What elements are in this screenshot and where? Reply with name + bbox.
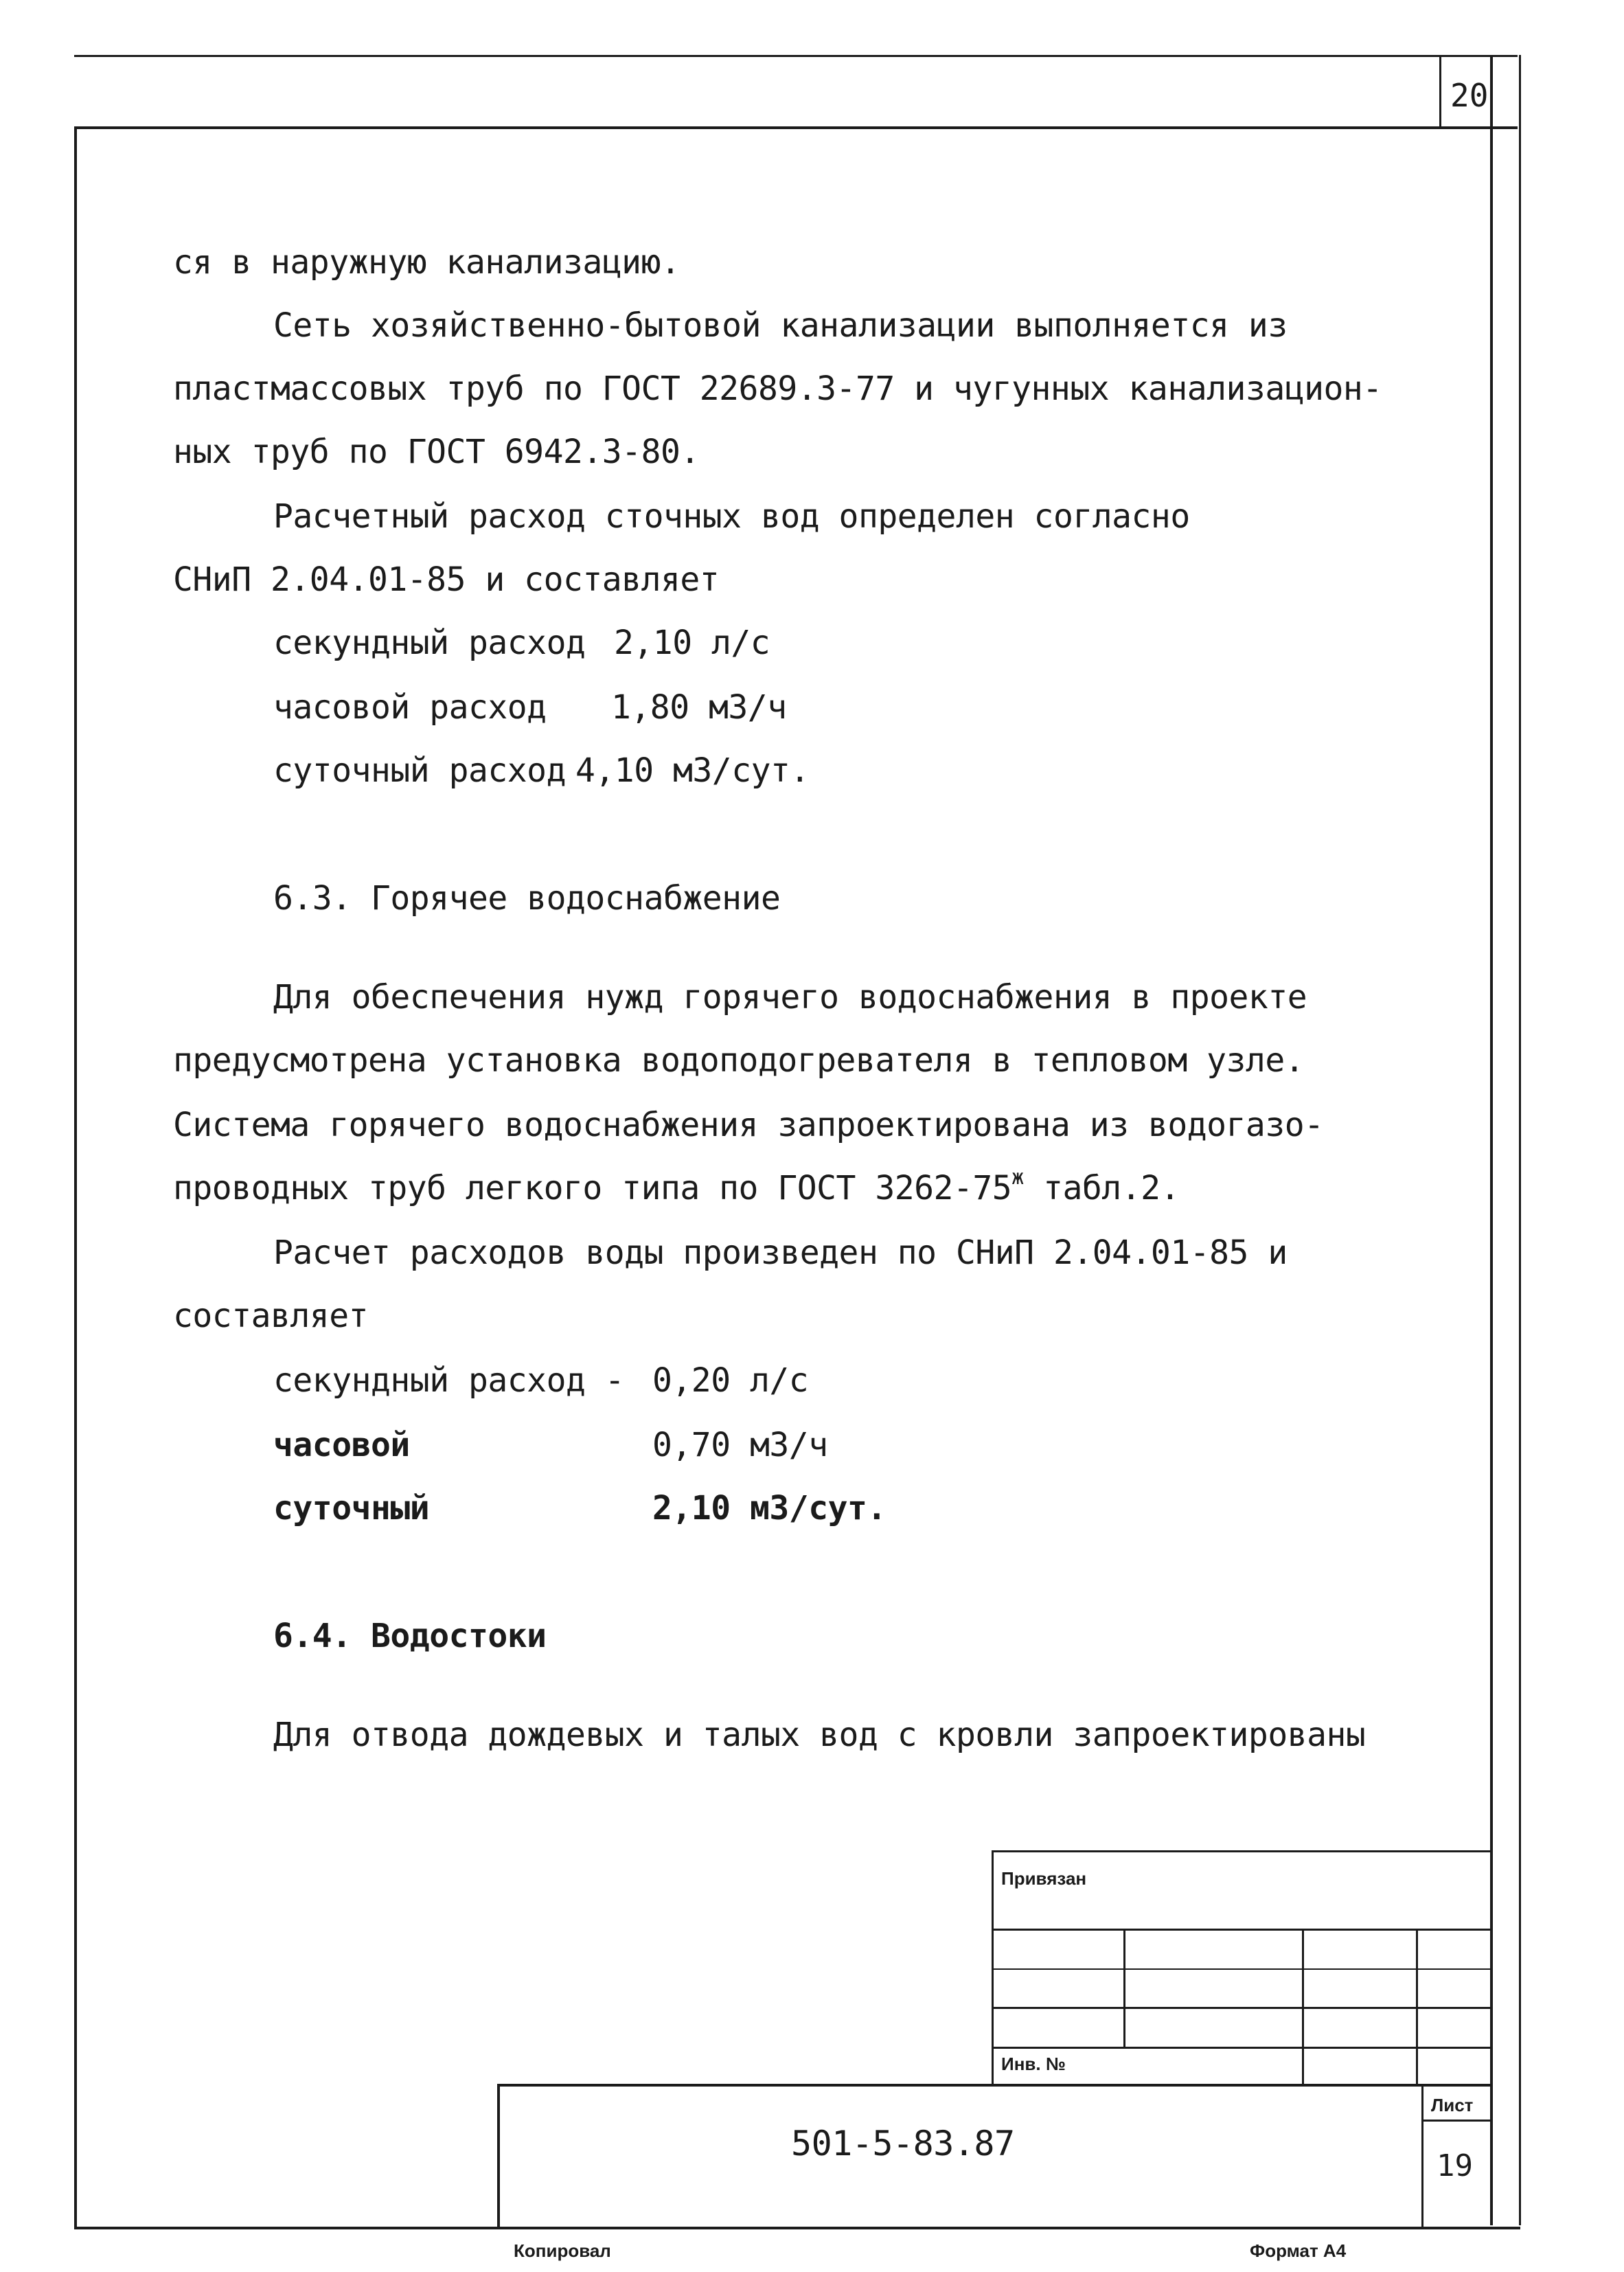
frame-inner-top xyxy=(74,126,1518,129)
paragraph-line: Система горячего водоснабжения запроектирована из водогазо- xyxy=(173,1106,1324,1144)
paragraph-line: предусмотрена установка водоподогревателя в тепловом узле. xyxy=(173,1041,1305,1080)
frame-right xyxy=(1490,55,1493,2225)
sheet-cell-divider xyxy=(1421,2120,1493,2122)
bound-label: Привязан xyxy=(1001,1868,1087,1889)
sheet-cell-left xyxy=(1421,2084,1423,2227)
paragraph-line: пластмассовых труб по ГОСТ 22689.3-77 и чугунных канализацион- xyxy=(173,370,1382,408)
paragraph-line: Для отвода дождевых и талых вод с кровли запроектированы xyxy=(273,1716,1366,1754)
paragraph-text: табл.2. xyxy=(1023,1169,1180,1207)
paragraph-text: проводных труб легкого типа по ГОСТ 3262-75 xyxy=(173,1169,1012,1207)
paragraph-line: Расчетный расход сточных вод определен согласно xyxy=(273,497,1190,536)
paragraph-line: ся в наружную канализацию. xyxy=(173,243,681,282)
frame-bottom xyxy=(74,2227,1520,2229)
sheet-label: Лист xyxy=(1431,2095,1474,2115)
copied-label: Копировал xyxy=(514,2240,611,2261)
frame-top-line xyxy=(74,55,1518,57)
sheet-number: 19 xyxy=(1437,2148,1473,2183)
page-number: 20 xyxy=(1450,77,1489,114)
rate-label: суточный xyxy=(273,1489,430,1527)
title-block-top xyxy=(497,2084,1493,2087)
stamp-col-1 xyxy=(1123,1929,1125,2047)
stamp-left xyxy=(992,1850,994,2084)
rate-value: 2,10 м3/сут. xyxy=(652,1489,887,1527)
rate-label: часовой расход xyxy=(273,688,547,727)
title-block-left xyxy=(497,2084,500,2227)
rate-label: суточный расход xyxy=(273,751,566,790)
paragraph-line: Сеть хозяйственно-бытовой канализации выполняется из xyxy=(273,306,1288,345)
rate-value: 4,10 м3/сут. xyxy=(575,751,810,790)
frame-left xyxy=(74,126,77,2229)
section-heading-6-3: 6.3. Горячее водоснабжение xyxy=(273,879,781,918)
frame-right-outer xyxy=(1519,55,1521,2225)
paragraph-line xyxy=(173,1166,1180,1207)
rate-value: 2,10 л/с xyxy=(614,624,770,662)
paragraph-line: составляет xyxy=(173,1297,368,1335)
stamp-col-2 xyxy=(1302,1929,1304,2084)
rate-label: часовой xyxy=(273,1426,410,1464)
rate-label: секундный расход xyxy=(273,624,586,662)
document-code: 501-5-83.87 xyxy=(791,2124,1015,2163)
stamp-col-3 xyxy=(1416,1929,1418,2084)
page-box-left xyxy=(1439,55,1441,126)
paragraph-line: Расчет расходов воды произведен по СНиП 2.04.01-85 и xyxy=(273,1234,1288,1272)
section-heading-6-4: 6.4. Водостоки xyxy=(273,1617,547,1655)
paragraph-line: ных труб по ГОСТ 6942.3-80. xyxy=(173,433,700,471)
rate-value: 0,70 м3/ч xyxy=(652,1426,828,1464)
paragraph-line: Для обеспечения нужд горячего водоснабжения в проекте xyxy=(273,978,1307,1016)
rate-label: секундный расход - xyxy=(273,1361,625,1400)
rate-value: 1,80 м3/ч xyxy=(611,688,787,727)
paragraph-line: СНиП 2.04.01-85 и составляет xyxy=(173,560,720,599)
format-label: Формат А4 xyxy=(1250,2240,1347,2261)
inv-label: Инв. № xyxy=(1001,2054,1066,2074)
stamp-top xyxy=(992,1850,1493,1852)
rate-value: 0,20 л/с xyxy=(652,1361,809,1400)
superscript-mark: ж xyxy=(1011,1166,1024,1190)
